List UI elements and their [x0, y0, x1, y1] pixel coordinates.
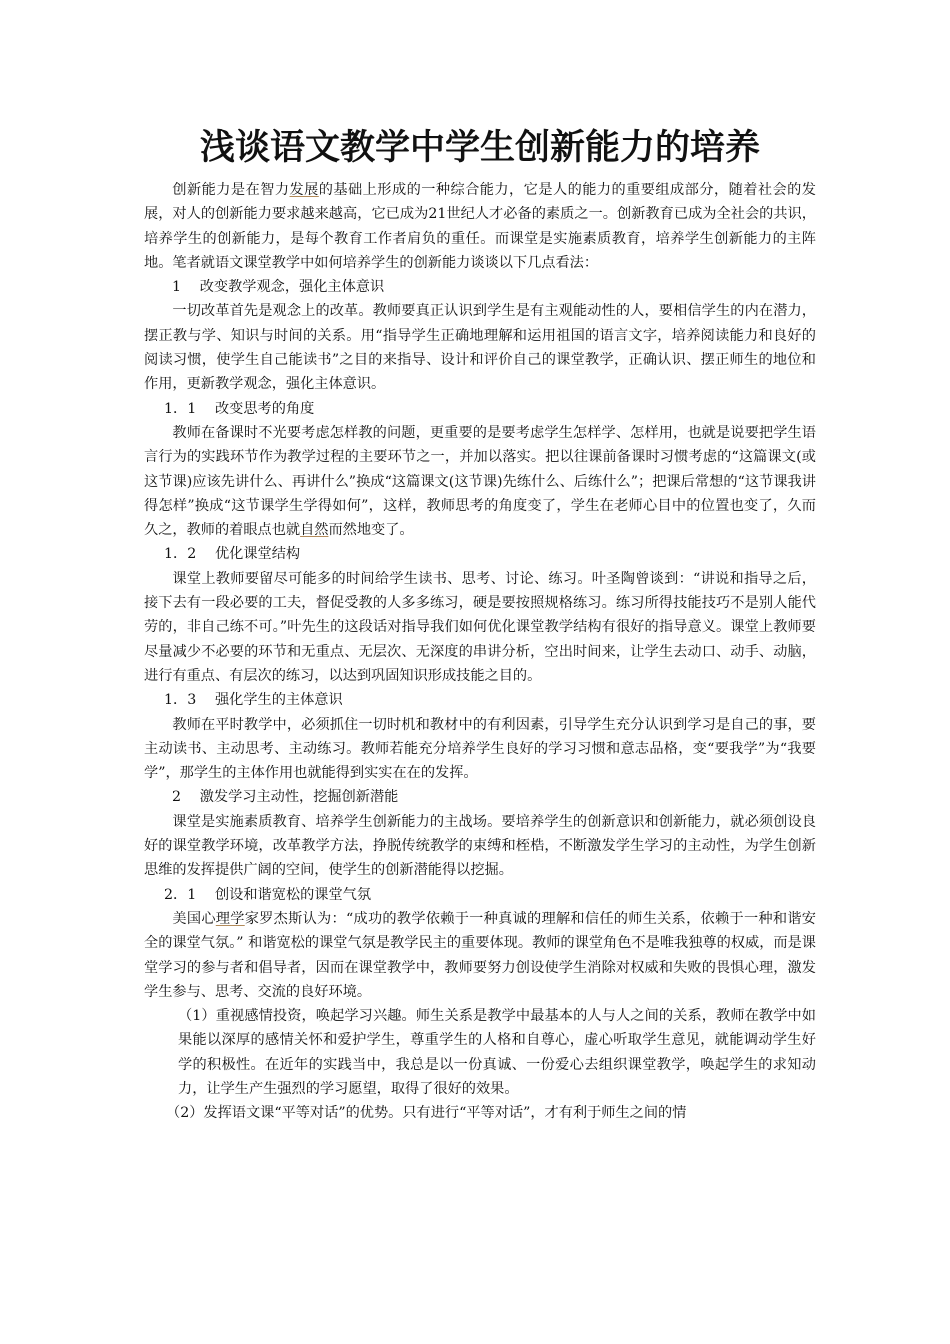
subsection-1-1-paragraph: [144, 421, 816, 542]
section-heading-1: 1 改变教学观念，强化主体意识: [172, 279, 385, 296]
subsection-1-2-paragraph: 课堂上教师要留尽可能多的时间给学生读书、思考、讨论、练习。叶圣陶曾谈到：“讲说和指导之后，接下去有一段必要的工夫，督促受教的人多多练习，硬是要按照规格练习。练习所得技能技巧不是别人能代劳的，非自己练不可。”叶先生的这段话对指导我们如何优化课堂教学结构有很好的指导意义。课堂上教师要尽量减少不必要的环节和无重点、无层次、无深度的串讲分析，空出时间来，让学生去动口、动手、动脑，进行有重点、有层次的练习，以达到巩固知识形成技能之目的。: [144, 570, 816, 684]
section-heading-2: 2 激发学习主动性，挖掘创新潜能: [172, 789, 399, 806]
section-1-paragraph: 一切改革首先是观念上的改革。教师要真正认识到学生是有主观能动性的人，要相信学生的内在潜力，摆正教与学、知识与时间的关系。用“指导学生正确地理解和运用祖国的语言文字，培养阅读能力和良好的阅读习惯，使学生自己能读书”之目的来指导、设计和评价自己的课堂教学，正确认识、摆正师生的地位和作用，更新教学观念，强化主体意识。: [144, 303, 816, 393]
link-fazhan[interactable]: 发展: [289, 182, 319, 198]
subsection-heading-1-2: 1．2 优化课堂结构: [164, 546, 301, 563]
subsection-heading-2-1: 2．1 创设和谐宽松的课堂气氛: [164, 886, 372, 903]
point-1-paragraph: （1）重视感情投资，唤起学习兴趣。师生关系是教学中最基本的人与人之间的关系，教师在教学中如果能以深厚的感情关怀和爱护学生，尊重学生的人格和自尊心，虚心听取学生意见，就能调动学生好学的积极性。在近年的实践当中，我总是以一份真诚、一份爱心去组织课堂教学，唤起学生的求知动力，让学生产生强烈的学习愿望，取得了很好的效果。: [178, 1008, 816, 1097]
section-2-paragraph: 课堂是实施素质教育、培养学生创新能力的主战场。要培养学生的创新意识和创新能力，就必须创设良好的课堂教学环境，改革教学方法，挣脱传统教学的束缚和桎梏，不断激发学生学习的主动性，为学生创新思维的发挥提供广阔的空间，使学生的创新潜能得以挖掘。: [144, 813, 816, 879]
link-ziran[interactable]: 自然: [300, 522, 329, 539]
subsection-1-3-paragraph: 教师在平时教学中，必须抓住一切时机和教材中的有利因素，引导学生充分认识到学习是自己的事，要主动读书、主动思考、主动练习。教师若能充分培养学生良好的学习习惯和意志品格，变“要我学”为“我要学”，那学生的主体作用也就能得到实实在在的发挥。: [144, 716, 816, 782]
subsection-heading-1-3: 1．3 强化学生的主体意识: [164, 692, 343, 709]
link-lixue[interactable]: 理学: [215, 910, 245, 927]
text-run: 美国心: [172, 910, 216, 927]
text-run: 教师在备课时不光要考虑怎样教的问题，更重要的是要考虑学生怎样学、怎样用，也就是说要把学生语言行为的实践环节作为教学过程的主要环节之一，并加以落实。把以往课前备课时习惯考虑的“这篇课文(或这节课)应该先讲什么、再讲什么”换成“这篇课文(这节课)先练什么、后练什么”；把课后常想的“这节课我讲得怎样”换成“这节课学生学得如何”，这样，教师思考的角度变了，学生在老师心目中的位置也变了，久而久之，教师的着眼点也就: [144, 424, 816, 539]
document-body: [144, 178, 816, 1126]
subsection-2-1-paragraph: [144, 907, 816, 1004]
document-title: 浅谈语文教学中学生创新能力的培养: [199, 128, 760, 168]
text-run: 的基础上形成的一种综合能力，它是人的能力的重要组成部分，随着社会的发展，对人的创新能力要求越来越高，它已成为21世纪人才必备的素质之一。创新教育已成为全社会的共识，培养学生的创新能力，是每个教育工作者肩负的重任。而课堂是实施素质教育，培养学生创新能力的主阵地。笔者就语文课堂教学中如何培养学生的创新能力谈谈以下几点看法：: [144, 182, 816, 271]
intro-paragraph: [144, 178, 816, 275]
text-run: 家罗杰斯认为：“成功的教学依赖于一种真诚的理解和信任的师生关系，依赖于一种和谐安全的课堂气氛。” 和谐宽松的课堂气氛是教学民主的重要体现。教师的课堂角色不是唯我独尊的权威，而是课堂学习的参与者和倡导者，因而在课堂教学中，教师要努力创设使学生消除对权威和失败的畏惧心理，激发学生参与、思考、交流的良好环境。: [144, 910, 816, 1000]
text-run: 创新能力是在智力: [172, 182, 290, 198]
text-run: 而然地变了。: [328, 522, 414, 539]
subsection-heading-1-1: 1．1 改变思考的角度: [164, 400, 315, 417]
point-2-paragraph: （2）发挥语文课“平等对话”的优势。只有进行“平等对话”，才有利于师生之间的情: [166, 1105, 687, 1122]
